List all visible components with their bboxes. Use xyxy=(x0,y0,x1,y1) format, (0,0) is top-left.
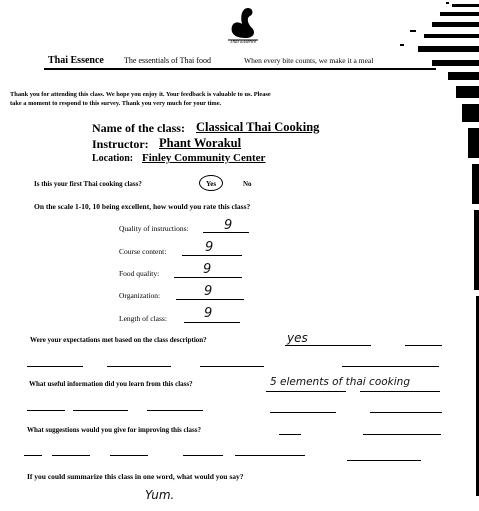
yes-circle-mark xyxy=(199,175,223,191)
rating-label: Organization: xyxy=(119,291,161,300)
intro-line-1: Thank you for attending this class. We hope you enjoy it. Your feedback is valuable to us. Please xyxy=(10,91,271,98)
rating-label: Course content: xyxy=(119,247,167,256)
expectations-question: Were your expectations met based on the class description? xyxy=(30,336,207,344)
first-class-yes[interactable]: Yes xyxy=(206,180,217,188)
rating-label: Length of class: xyxy=(119,314,167,323)
expectations-answer: yes xyxy=(287,331,308,345)
rating-input-line[interactable] xyxy=(184,322,240,323)
first-class-question: Is this your first Thai cooking class? xyxy=(34,180,142,188)
rating-prompt: On the scale 1-10, 10 being excellent, how would you rate this class? xyxy=(34,202,251,211)
rating-label: Quality of instructions: xyxy=(119,224,189,233)
brand-motto: When every bite counts, we make it a meal xyxy=(244,56,374,65)
class-name-value: Classical Thai Cooking xyxy=(196,120,320,134)
rating-label: Food quality: xyxy=(119,269,160,278)
summary-answer[interactable]: Yum. xyxy=(145,488,175,502)
suggestions-question: What suggestions would you give for improving this class? xyxy=(27,426,201,434)
location-value: Finley Community Center xyxy=(142,152,266,164)
rating-input-line[interactable] xyxy=(176,299,244,300)
header-rule xyxy=(44,68,436,70)
intro-line-2: take a moment to respond to this survey. Thank you very much for your time. xyxy=(10,100,222,107)
rating-value: 9 xyxy=(203,262,212,277)
location-label: Location: xyxy=(92,153,134,164)
rating-value: 9 xyxy=(204,306,213,321)
brand-tagline: The essentials of Thai food xyxy=(124,56,211,65)
useful-info-question: What useful information did you learn from this class? xyxy=(29,380,193,388)
instructor-value: Phant Worakul xyxy=(159,136,242,150)
brand-name: Thai Essence xyxy=(48,55,104,66)
instructor-label: Instructor: xyxy=(92,137,149,151)
rating-input-line[interactable] xyxy=(182,255,242,256)
logo xyxy=(226,2,260,48)
rating-value: 9 xyxy=(224,218,233,233)
rating-value: 9 xyxy=(205,240,214,255)
rating-value: 9 xyxy=(204,284,213,299)
logo-caption: Thai Essence xyxy=(229,40,257,45)
summary-question: If you could summarize this class in one word, what would you say? xyxy=(27,472,244,481)
class-name-label: Name of the class: xyxy=(92,121,185,135)
first-class-no[interactable]: No xyxy=(243,180,252,188)
rating-input-line[interactable] xyxy=(174,277,242,278)
useful-info-answer: 5 elements of thai cooking xyxy=(270,376,410,388)
